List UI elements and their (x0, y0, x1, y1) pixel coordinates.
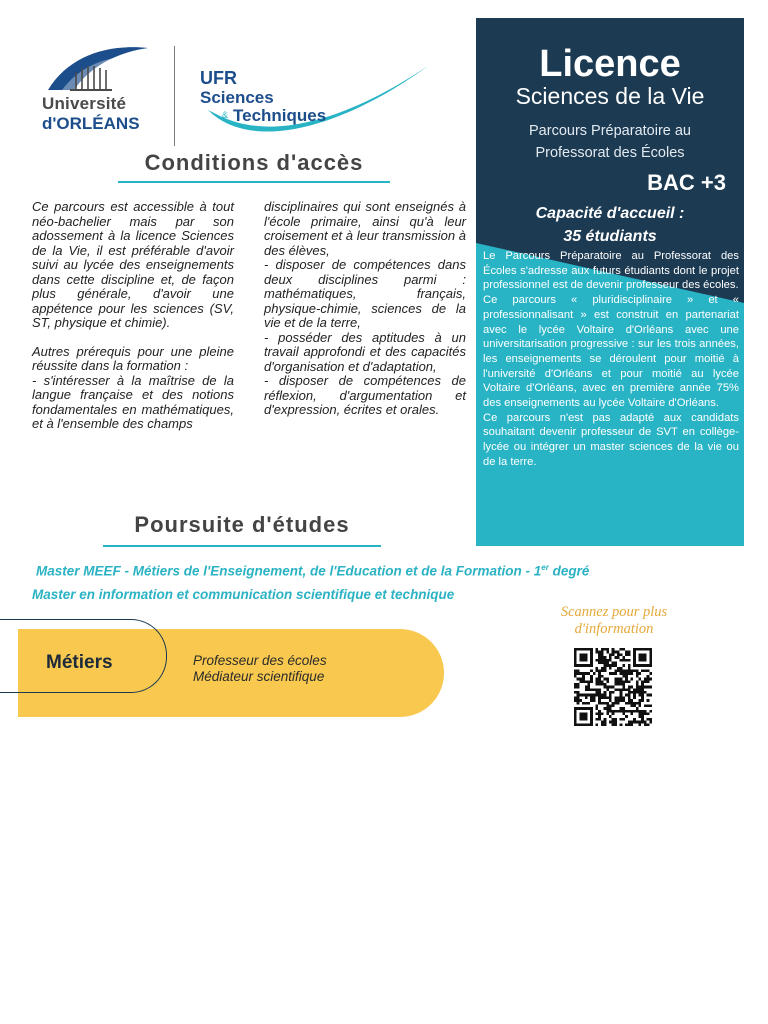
licence-subtitle: Sciences de la Vie (515, 83, 705, 109)
conditions-paragraph: Ce parcours est accessible à tout néo-bachelier mais par son adossement à la licence Sciences de la Vie, il est préférable d'avoir suivi au lycée des enseignements dans cette discipline et, de façon plus générale, d'avoir une appétence pour les sciences (SV, ST, physique et chimie). (32, 199, 234, 330)
master-meef-sup: er (541, 563, 549, 572)
universite-label: Université (42, 94, 127, 113)
capacity-label: Capacité d'accueil : (535, 205, 685, 222)
master-communication: Master en information et communication scientifique et technique (32, 587, 455, 602)
conditions-paragraph: disciplinaires qui sont enseignés à l'école primaire, ainsi qu'à leur croisement et à leur transmission à des élèves, (264, 199, 466, 258)
qr-caption-line-2: d'information (574, 621, 654, 637)
conditions-paragraph: - s'intéresser à la maîtrise de la langue française et des notions fondamentales en mathématiques, et à l'ensemble des champs (32, 372, 234, 431)
conditions-paragraph: - disposer de compétences dans deux disciplines parmi : mathématiques, français, physique-chimie, sciences de la vie et de la terre, (264, 257, 466, 330)
bac-level: BAC +3 (647, 170, 726, 195)
conditions-paragraph: - posséder des aptitudes à un travail approfondi et des capacités d'organisation et d'adaptation, (264, 329, 466, 374)
licence-title: Licence (539, 43, 681, 85)
metiers-title: Métiers (46, 652, 113, 673)
panel-paragraph: Ce parcours n'est pas adapté aux candidats souhaitant devenir professeur de SVT en collège-lycée ou intégrer un master sciences de la vie ou de la terre. (483, 411, 739, 468)
parcours-line-2: Professorat des Écoles (535, 145, 685, 161)
orleans-label: d'ORLÉANS (42, 114, 140, 133)
conditions-right-column (264, 200, 466, 418)
ufr-ampersand: & (222, 110, 229, 120)
capacity-info (476, 202, 744, 248)
conditions-heading-underline (118, 181, 390, 183)
metier-item: Médiateur scientifique (193, 669, 325, 684)
qr-caption (530, 604, 698, 638)
conditions-paragraph: Autres prérequis pour une pleine réussite dans la formation : (32, 343, 234, 373)
parcours-title (476, 120, 744, 164)
conditions-heading: Conditions d'accès (144, 150, 364, 175)
ufr-techniques-label: Techniques (233, 106, 327, 125)
poursuite-heading: Poursuite d'études (134, 512, 350, 537)
qr-caption-line-1: Scannez pour plus (560, 604, 668, 620)
conditions-left-column (32, 200, 234, 432)
master-meef-text: Master MEEF - Métiers de l'Enseignement, de l'Education et de la Formation - 1 (36, 563, 542, 579)
master-meef (36, 563, 589, 579)
capacity-value: 35 étudiants (563, 228, 657, 245)
master-meef-degree: degré (548, 563, 590, 579)
panel-paragraph: Le Parcours Préparatoire au Professorat des Écoles s'adresse aux futurs étudiants dont le projet professionnel est de devenir professeur des écoles. (483, 250, 739, 292)
ufr-sciences-label: Sciences (200, 88, 274, 107)
logo-divider (174, 46, 175, 146)
ufr-label: UFR (200, 68, 237, 88)
metier-item: Professeur des écoles (193, 653, 327, 668)
conditions-paragraph: - disposer de compétences de réflexion, d'argumentation et d'expression, écrites et orales. (264, 373, 466, 417)
panel-description (483, 249, 739, 470)
panel-paragraph: Ce parcours « pluridisciplinaire » et « professionnalisant » est construit en partenariat avec le lycée Voltaire d'Orléans avec une universitarisation progressive : sur les trois années, les enseignements se déroulent pour moitié à l'université d'Orléans et pour moitié au lycée Voltaire d'Orléans, avec en première année 75% des enseignements au lycée Voltaire d'Orléans. (483, 294, 739, 410)
qr-code[interactable] (574, 648, 652, 726)
metiers-list (193, 653, 327, 685)
parcours-line-1: Parcours Préparatoire au (529, 123, 691, 139)
poursuite-heading-underline (103, 545, 381, 547)
